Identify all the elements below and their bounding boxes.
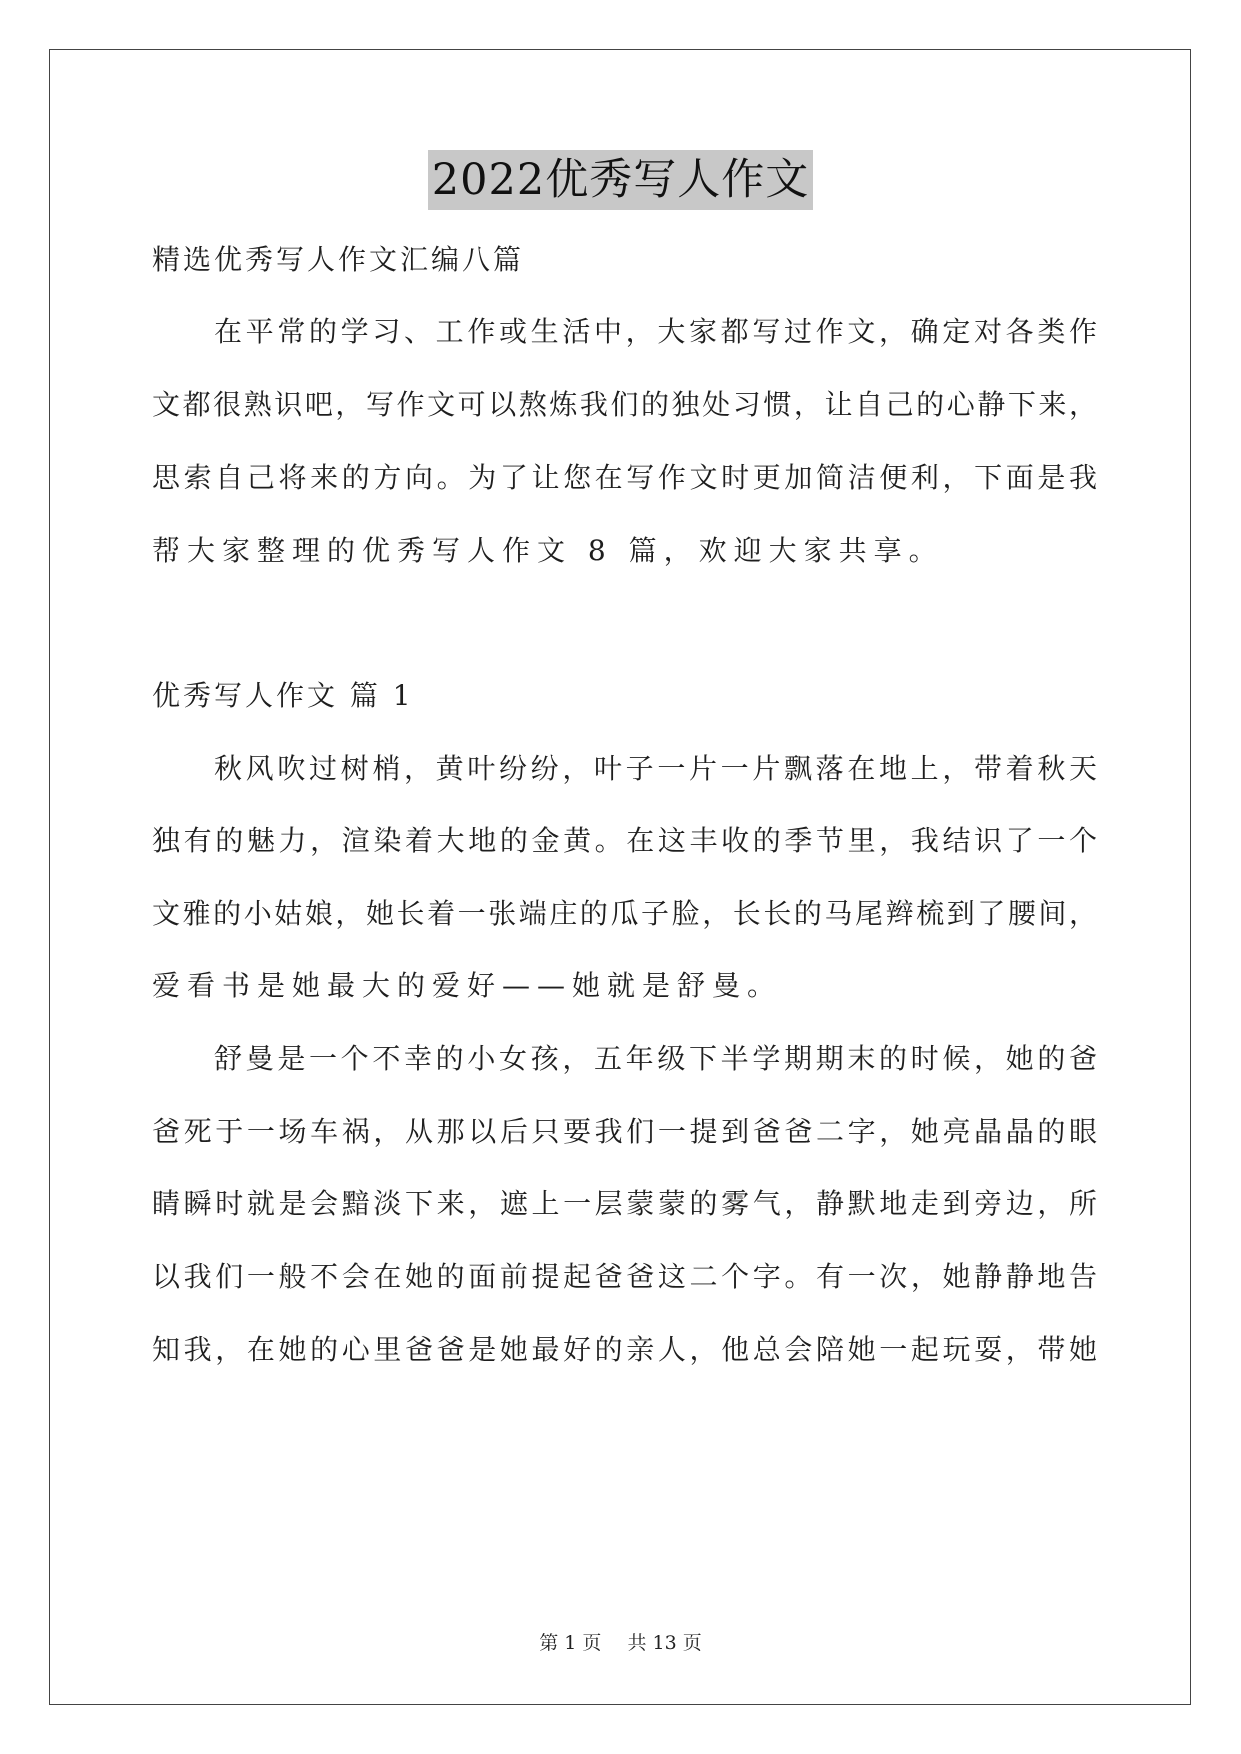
title-container — [0, 150, 1241, 210]
page-footer — [0, 1630, 1241, 1656]
paragraph1-line-4: 爱看书是她最大的爱好——她就是舒曼。 — [152, 969, 783, 1002]
paragraph2-line-2: 爸死于一场车祸，从那以后只要我们一提到爸爸二字，她亮晶晶的眼 — [152, 1115, 1097, 1148]
paragraph2-line-5: 知我，在她的心里爸爸是她最好的亲人，他总会陪她一起玩耍，带她 — [152, 1333, 1097, 1366]
paragraph1-line-3: 文雅的小姑娘，她长着一张端庄的瓜子脸，长长的马尾辫梳到了腰间， — [152, 897, 1097, 930]
intro-line-4: 帮大家整理的优秀写人作文 8 篇，欢迎大家共享。 — [152, 534, 944, 567]
intro-line-1: 在平常的学习、工作或生活中，大家都写过作文，确定对各类作 — [214, 315, 1097, 348]
paragraph1-line-2: 独有的魅力，渲染着大地的金黄。在这丰收的季节里，我结识了一个 — [152, 824, 1097, 857]
paragraph2-line-4: 以我们一般不会在她的面前提起爸爸这二个字。有一次，她静静地告 — [152, 1260, 1097, 1293]
paragraph2-line-1: 舒曼是一个不幸的小女孩，五年级下半学期期末的时候，她的爸 — [214, 1042, 1097, 1075]
document-title: 2022优秀写人作文 — [428, 150, 813, 210]
intro-line-2: 文都很熟识吧，写作文可以熬炼我们的独处习惯，让自己的心静下来， — [152, 388, 1097, 421]
page-total: 共 13 页 — [627, 1632, 702, 1654]
paragraph2-line-3: 睛瞬时就是会黯淡下来，遮上一层蒙蒙的雾气，静默地走到旁边，所 — [152, 1187, 1097, 1220]
document-subtitle: 精选优秀写人作文汇编八篇 — [152, 243, 525, 276]
page-number: 第 1 页 — [539, 1632, 602, 1654]
intro-line-3: 思索自己将来的方向。为了让您在写作文时更加简洁便利，下面是我 — [152, 461, 1097, 494]
page-border — [49, 49, 1191, 1705]
section-heading: 优秀写人作文 篇 1 — [152, 679, 414, 712]
paragraph1-line-1: 秋风吹过树梢，黄叶纷纷，叶子一片一片飘落在地上，带着秋天 — [214, 752, 1097, 785]
